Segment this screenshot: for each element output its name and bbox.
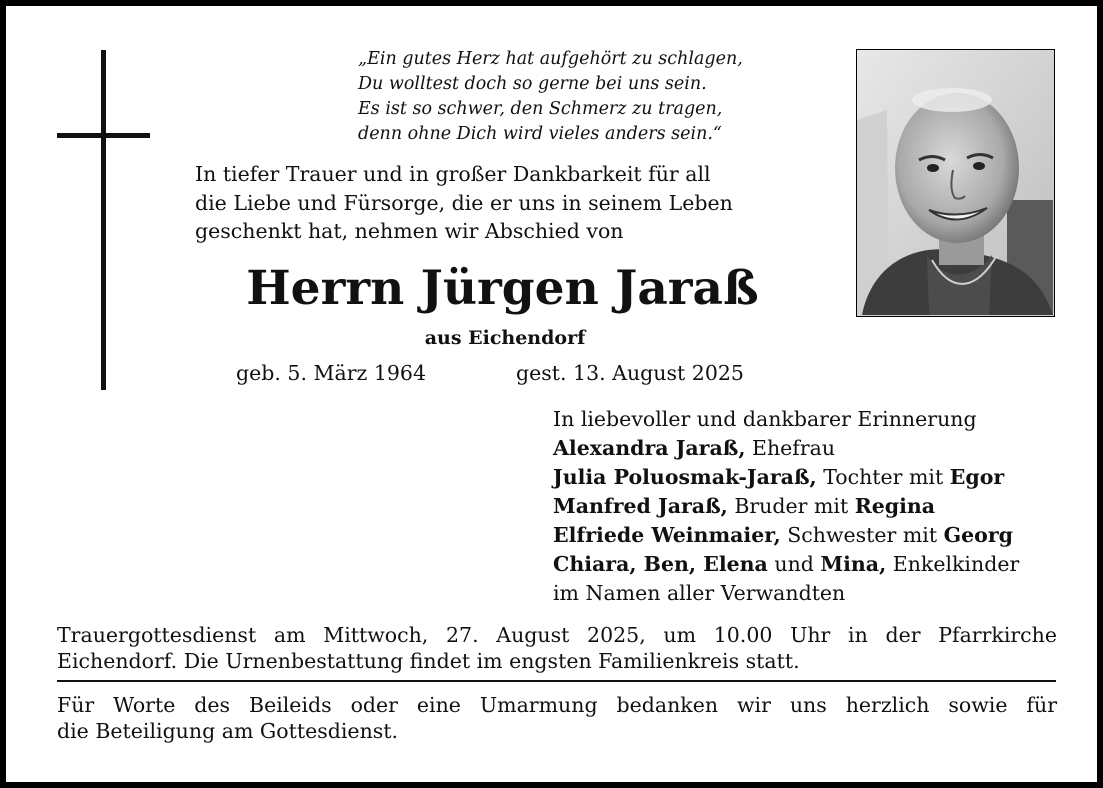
thanks-notice: [57, 693, 1057, 744]
birth-date: geb. 5. März 1964: [236, 361, 426, 385]
deceased-name: Herrn Jürgen Jaraß: [246, 261, 759, 316]
intro-line: geschenkt hat, nehmen wir Abschied von: [195, 219, 624, 243]
mourner-line: Manfred Jaraß, Bruder mit Regina: [553, 494, 936, 518]
cross-icon: [101, 50, 106, 390]
cross-icon-bar: [57, 133, 150, 138]
poem-line: denn ohne Dich wird vieles anders sein.“: [358, 124, 722, 144]
mourner-line: Chiara, Ben, Elena und Mina, Enkelkinder: [553, 552, 1020, 576]
mourners-list: [553, 405, 1063, 608]
mourner-line: Alexandra Jaraß, Ehefrau: [553, 436, 836, 460]
poem-line: „Ein gutes Herz hat aufgehört zu schlagen,: [358, 49, 743, 69]
mourners-intro: In liebevoller und dankbarer Erinnerung: [553, 407, 977, 431]
deceased-origin: aus Eichendorf: [424, 327, 586, 349]
poem-line: Du wolltest doch so gerne bei uns sein.: [358, 74, 707, 94]
service-line: Trauergottesdienst am Mittwoch, 27. August 2025, um 10.00 Uhr in der Pfarrkirche: [57, 623, 1057, 647]
poem: [358, 47, 838, 147]
service-line: Eichendorf. Die Urnenbestattung findet im engsten Familienkreis statt.: [57, 648, 800, 673]
intro-line: die Liebe und Fürsorge, die er uns in seinem Leben: [195, 190, 733, 215]
intro-line: In tiefer Trauer und in großer Dankbarkeit für all: [195, 162, 711, 186]
portrait-photo: [856, 49, 1055, 317]
thanks-line: Für Worte des Beileids oder eine Umarmung bedanken wir uns herzlich sowie für: [57, 693, 1057, 717]
intro-text: [195, 160, 815, 246]
mourners-closing: im Namen aller Verwandten: [553, 581, 846, 605]
thanks-line: die Beteiligung am Gottesdienst.: [57, 718, 399, 743]
divider: [57, 680, 1056, 682]
funeral-service-notice: [57, 623, 1057, 674]
poem-line: Es ist so schwer, den Schmerz zu tragen,: [358, 99, 723, 119]
death-date: gest. 13. August 2025: [516, 361, 744, 385]
mourner-line: Julia Poluosmak-Jaraß, Tochter mit Egor: [553, 465, 1005, 489]
mourner-line: Elfriede Weinmaier, Schwester mit Georg: [553, 523, 1013, 547]
